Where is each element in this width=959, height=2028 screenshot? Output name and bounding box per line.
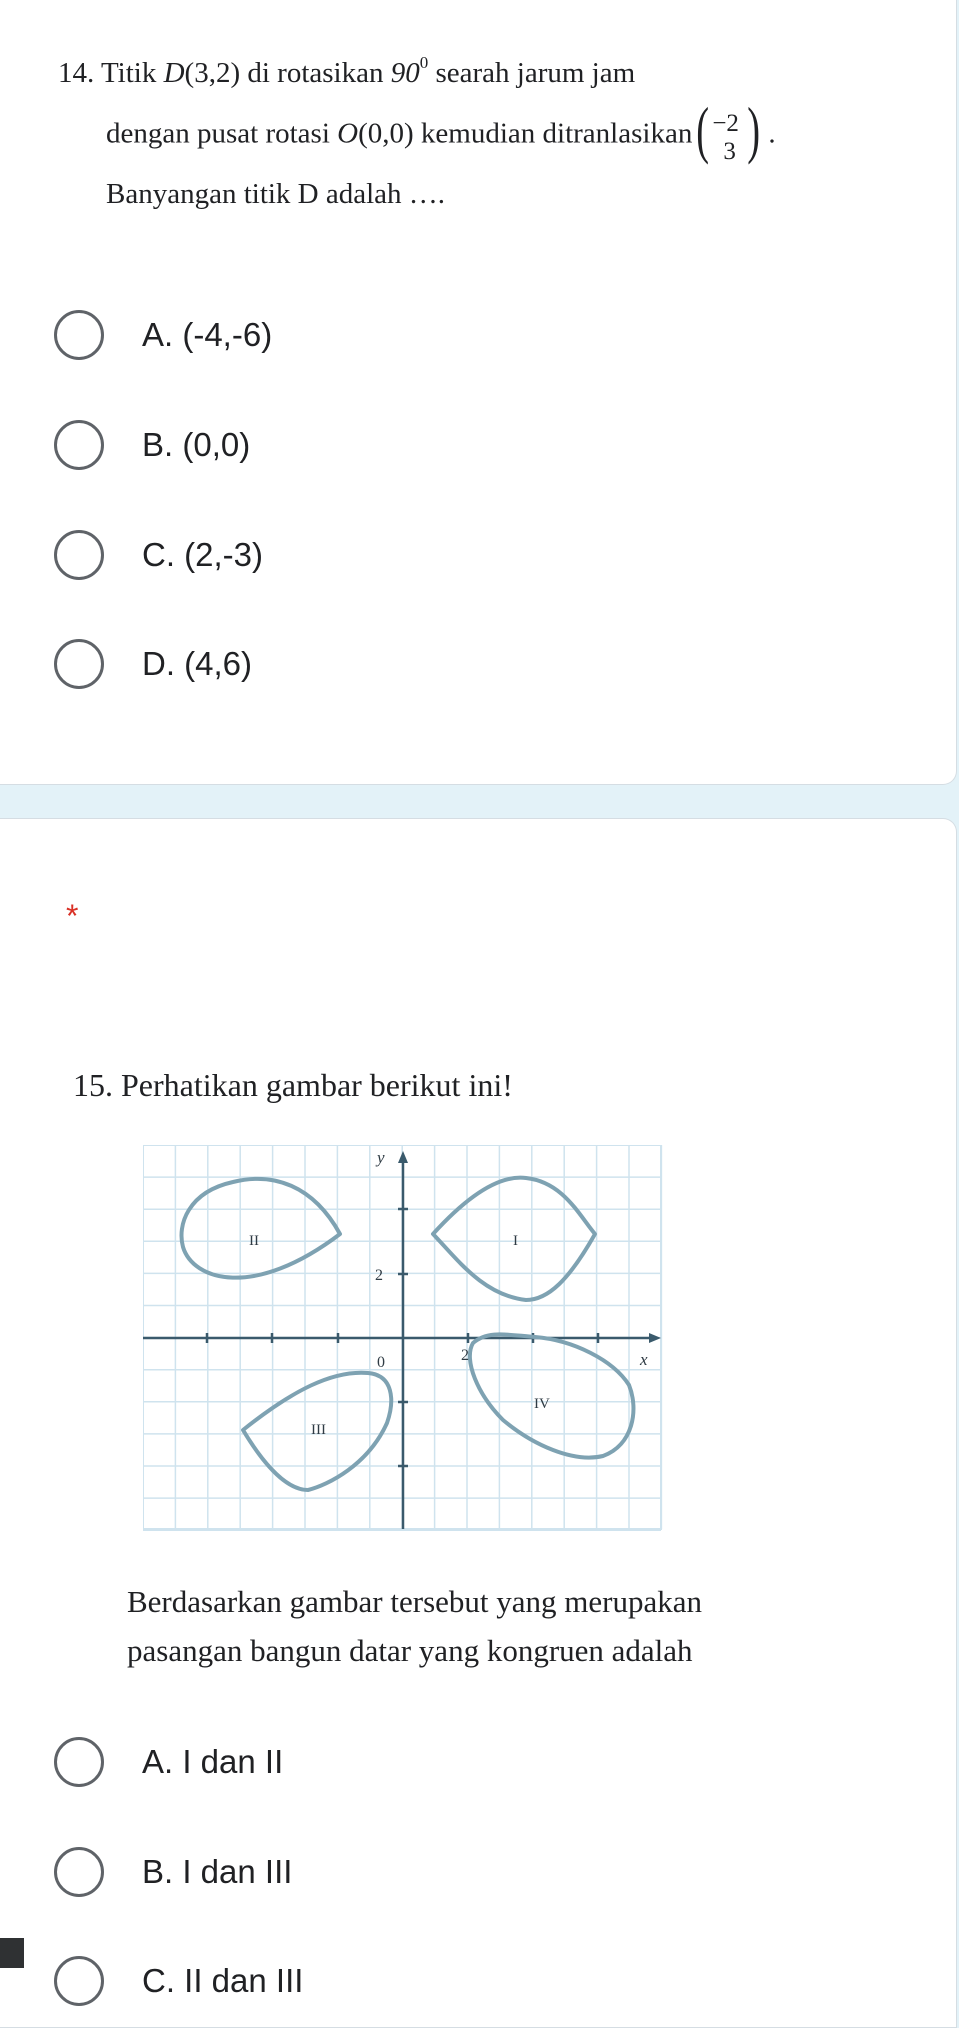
shape-ii <box>181 1179 340 1278</box>
q14-option-c-label: C. (2,-3) <box>142 536 264 573</box>
q14-angle: 90 <box>390 57 420 89</box>
q14-line2-prefix: dengan pusat rotasi <box>106 117 338 150</box>
q14-line3: Banyangan titik D adalah …. <box>106 178 446 210</box>
coordinate-figure <box>143 1145 663 1531</box>
radio-button[interactable] <box>54 1956 104 2006</box>
q14-option-a-label: A. (-4,-6) <box>142 316 273 353</box>
vector-bottom: 3 <box>723 138 736 165</box>
q14-option-b-label: B. (0,0) <box>142 426 251 463</box>
q14-option-c[interactable] <box>54 525 263 585</box>
q14-line1-mid: di rotasikan <box>240 57 391 89</box>
x-tick-label: 2 <box>461 1347 469 1364</box>
shape-ii-label: II <box>249 1233 259 1249</box>
figure-labels <box>249 1148 648 1438</box>
q14-option-a[interactable] <box>54 305 272 365</box>
q14-line2-end: . <box>768 117 776 150</box>
q15-option-a-label: A. I dan II <box>142 1743 284 1780</box>
radio-button[interactable] <box>54 310 104 360</box>
q14-option-d-label: D. (4,6) <box>142 645 253 682</box>
q15-option-b-label: B. I dan III <box>142 1853 293 1890</box>
q14-line1-prefix: 14. Titik <box>58 57 164 89</box>
q15-option-c-label: C. II dan III <box>142 1962 304 1999</box>
q14-option-d[interactable] <box>54 634 252 694</box>
q14-angle-sup: 0 <box>419 53 429 72</box>
q14-center-coords: (0,0) <box>358 117 414 150</box>
q14-center-name: O <box>337 117 359 150</box>
q15-text-line1: Berdasarkan gambar tersebut yang merupakan <box>127 1584 702 1619</box>
shape-iii-label: III <box>311 1422 326 1438</box>
q14-line2-suffix: kemudian ditranlasikan <box>413 117 693 150</box>
translation-vector: ( −2 3 ) <box>696 94 761 165</box>
origin-label: 0 <box>377 1354 385 1371</box>
shapes <box>181 1178 633 1490</box>
q14-line1 <box>58 53 636 90</box>
q15-option-c[interactable] <box>54 1951 303 2011</box>
radio-button[interactable] <box>54 1737 104 1787</box>
y-axis-arrow <box>398 1151 408 1163</box>
q14-line2 <box>106 94 776 165</box>
q14-line1-suffix: searah jarum jam <box>428 57 636 89</box>
radio-button[interactable] <box>54 1847 104 1897</box>
q14-point-coords: (3,2) <box>184 57 241 89</box>
q15-option-b[interactable] <box>54 1842 292 1902</box>
radio-button[interactable] <box>54 639 104 689</box>
y-tick-label: 2 <box>375 1267 383 1284</box>
radio-button[interactable] <box>54 420 104 470</box>
side-marker <box>0 1938 24 1968</box>
x-axis-arrow <box>649 1333 661 1343</box>
shape-iv <box>470 1334 634 1457</box>
vector-top: −2 <box>712 110 739 137</box>
radio-button[interactable] <box>54 530 104 580</box>
q15-title: 15. Perhatikan gambar berikut ini! <box>73 1067 513 1103</box>
q14-point-name: D <box>163 57 185 89</box>
q15-option-a[interactable] <box>54 1732 283 1792</box>
required-asterisk: * <box>66 898 79 934</box>
shape-i-label: I <box>513 1233 518 1249</box>
shape-iv-label: IV <box>534 1396 550 1412</box>
x-axis-label: x <box>640 1350 648 1369</box>
q15-text-line2: pasangan bangun datar yang kongruen adalah <box>127 1633 693 1668</box>
q14-option-b[interactable] <box>54 415 250 475</box>
y-axis-label: y <box>377 1148 385 1167</box>
